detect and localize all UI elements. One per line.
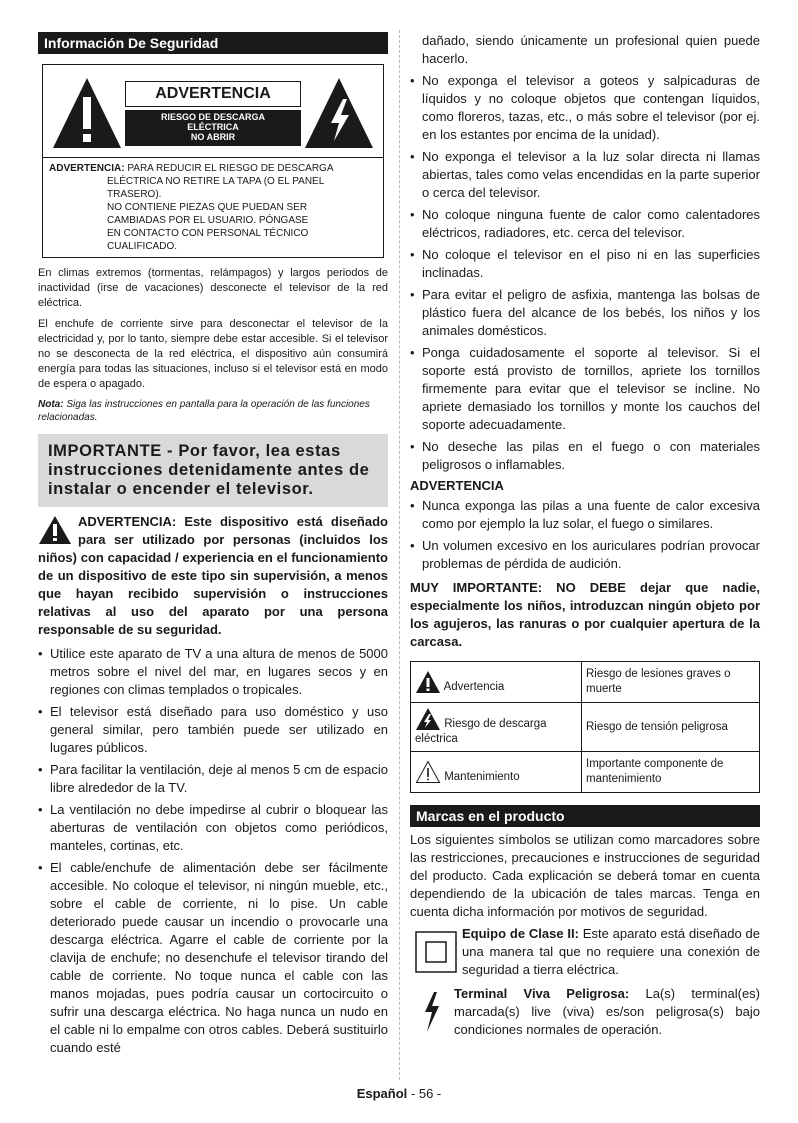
important-box: IMPORTANTE - Por favor, lea estas instrucciones detenidamente antes de instalar o encender el televisor. bbox=[38, 434, 388, 507]
table-cell-symbol bbox=[411, 703, 582, 752]
list-item: • Para evitar el peligro de asfixia, mantenga las bolsas de plástico fuera del alcance de los bebés, los niños y los animales domésticos. bbox=[410, 286, 760, 340]
table-cell-desc: Importante componente de mantenimiento bbox=[582, 752, 760, 793]
list-item: • No coloque el televisor en el piso ni en las superficies inclinadas. bbox=[410, 246, 760, 282]
table-row bbox=[411, 752, 760, 793]
table-cell-symbol bbox=[411, 662, 582, 703]
class2-symbol bbox=[410, 925, 462, 979]
live-terminal-symbol bbox=[410, 985, 454, 1039]
list-item: • Ponga cuidadosamente el soporte al televisor. Si el soporte está provisto de tornillos, apriete los tornillos firmemente para evitar que el televisor se incline. No apriete demasiado los tornillos y monte los cauchos del soporte adecuadamente. bbox=[410, 344, 760, 434]
section-header-safety: Información De Seguridad bbox=[38, 32, 388, 54]
warning-body-label: ADVERTENCIA: bbox=[49, 163, 125, 174]
list-item: • El cable/enchufe de alimentación debe ser fácilmente accesible. No coloque el televisor, ni ningún mueble, etc., sobre el cable de corriente, ni lo pise. Un cable deteriorado puede causar un incendio o provocarle una descarga eléctrica. Agarre el cable de corriente por la clavija de enchufe; no desenchufe el televisor tirando del cable de corriente. No toque nunca el cable con las manos mojadas, pues podría causar un cortocircuito o sufrir una descarga eléctrica. No haga nunca un nudo en el cable ni lo empalme con otros cables. Deberá sustituirlo cuando esté bbox=[38, 859, 388, 1057]
left-bullet-list bbox=[38, 645, 388, 1057]
section-header-marks: Marcas en el producto bbox=[410, 805, 760, 827]
table-cell-desc: Riesgo de tensión peligrosa bbox=[582, 703, 760, 752]
continued-text: dañado, siendo únicamente un profesional quien puede hacerlo. bbox=[422, 33, 760, 66]
live-terminal-row bbox=[410, 985, 760, 1039]
list-item: • No deseche las pilas en el fuego o con materiales peligrosos o inflamables. bbox=[410, 438, 760, 474]
warning-subtitle-line: ELÉCTRICA bbox=[187, 121, 239, 132]
list-item: • Para facilitar la ventilación, deje al menos 5 cm de espacio libre alrededor de la TV. bbox=[38, 761, 388, 797]
note bbox=[38, 398, 388, 424]
table-cell-label: Mantenimiento bbox=[444, 770, 520, 783]
warning-paragraph bbox=[38, 513, 388, 639]
note-label: Nota: bbox=[38, 399, 64, 410]
class2-text bbox=[462, 925, 760, 979]
list-item: • No coloque ninguna fuente de calor como calentadores eléctricos, radiadores, etc. cerca del televisor. bbox=[410, 206, 760, 242]
list-item: • Nunca exponga las pilas a una fuente de calor excesiva como por ejemplo la luz solar, el fuego o similares. bbox=[410, 497, 760, 533]
table-cell-label: Advertencia bbox=[443, 680, 505, 693]
warning-subtitle-line: NO ABRIR bbox=[190, 131, 236, 142]
live-terminal-label: Terminal Viva Peligrosa: bbox=[454, 986, 630, 1001]
paragraph-extreme-climates: En climas extremos (tormentas, relámpagos) y largos periodos de inactividad (irse de vacaciones) desconecte el televisor de la red eléctrica. bbox=[38, 267, 388, 309]
warning-body-first-line bbox=[49, 162, 377, 175]
outline-warning-triangle-icon bbox=[415, 760, 441, 784]
marks-intro: Los siguientes símbolos se utilizan como marcadores sobre las restricciones, precauciones e instrucciones de seguridad del producto. Cada explicación se deberá tomar en cuenta dependiendo de la ubicación de tales marcas. Tenga en cuenta dicha información por motivos de seguridad. bbox=[410, 832, 760, 919]
warning-subtitle bbox=[125, 110, 301, 146]
double-square-icon bbox=[414, 930, 458, 974]
warning-body-line: ELÉCTRICA NO RETIRE LA TAPA (O EL PANEL bbox=[107, 176, 325, 187]
warning-triangle-icon bbox=[38, 515, 72, 545]
warning-body-line: NO CONTIENE PIEZAS QUE PUEDAN SER bbox=[107, 202, 308, 213]
paragraph-plug: El enchufe de corriente sirve para desconectar el televisor de la electricidad y, por lo tanto, siempre debe estar accesible. Si el televisor no se desconecta de la red eléctrica, el dispositivo aún consumirá energía para todas las situaciones, incluso si el televisor está en modo de espera o apagado. bbox=[38, 318, 388, 390]
list-item: • El televisor está diseñado para uso doméstico y uso general similar, pero también puede ser utilizado en lugares públicos. bbox=[38, 703, 388, 757]
page-footer bbox=[0, 1086, 798, 1101]
list-item: • No exponga el televisor a goteos y salpicaduras de líquidos y no coloque objetos que contengan líquidos, como floreros, tazas, etc., o más sobre el televisor (por ej. en los estantes por encima de la unidad). bbox=[410, 72, 760, 144]
table-cell-label: Riesgo de descarga eléctrica bbox=[415, 718, 547, 745]
warning-subheading: ADVERTENCIA bbox=[410, 478, 504, 493]
left-column bbox=[38, 32, 388, 1061]
lightning-bolt-icon bbox=[422, 990, 442, 1034]
right-column bbox=[410, 32, 760, 1045]
live-terminal-text bbox=[454, 985, 760, 1039]
lightning-triangle-icon bbox=[415, 707, 441, 731]
list-item: • Utilice este aparato de TV a una altura de menos de 5000 metros sobre el nivel del mar, en lugares secos y en regiones con climas templados o tropicales. bbox=[38, 645, 388, 699]
warning-body-line: CUALIFICADO. bbox=[107, 241, 178, 252]
class2-row bbox=[410, 925, 760, 979]
note-text: Siga las instrucciones en pantalla para la operación de las funciones relacionadas. bbox=[38, 399, 370, 423]
list-item: • La ventilación no debe impedirse al cubrir o bloquear las aberturas de ventilación con objetos como periódicos, manteles, cortinas, etc. bbox=[38, 801, 388, 855]
list-item: • No exponga el televisor a la luz solar directa ni llamas abiertas, tales como velas encendidas en la parte superior o cerca del televisor. bbox=[410, 148, 760, 202]
battery-warning-list bbox=[410, 497, 760, 573]
right-bullet-list bbox=[410, 72, 760, 474]
table-row bbox=[411, 662, 760, 703]
warning-box bbox=[42, 64, 384, 258]
symbols-table bbox=[410, 661, 760, 793]
warning-title: ADVERTENCIA bbox=[125, 81, 301, 107]
exclamation-triangle-icon bbox=[51, 75, 123, 151]
very-important-paragraph: MUY IMPORTANTE: NO DEBE dejar que nadie, especialmente los niños, introduzcan ningún objeto por los agujeros, las ranuras o por cualquier apertura de la carcasa. bbox=[410, 580, 760, 649]
warning-paragraph-text: ADVERTENCIA: Este dispositivo está diseñado para ser utilizado por personas (incluidos los niños) con capacidad / experiencia en el funcionamiento de un dispositivo de este tipo sin supervisión, a menos que hayan recibido supervisión o instrucciones relativas al uso del aparato por una persona responsable de su seguridad. bbox=[38, 514, 388, 637]
warning-center bbox=[125, 81, 301, 146]
list-item: • Un volumen excesivo en los auriculares podrían provocar problemas de pérdida de audición. bbox=[410, 537, 760, 573]
warning-box-top bbox=[43, 65, 383, 158]
warning-body bbox=[43, 158, 383, 257]
warning-triangle-icon bbox=[415, 670, 441, 694]
class2-description: Este aparato está diseñado de una manera tal que no requiere una conexión de seguridad a tierra eléctrica. bbox=[462, 926, 760, 977]
table-cell-symbol bbox=[411, 752, 582, 793]
footer-language: Español bbox=[356, 1086, 408, 1101]
page-number: - 56 - bbox=[407, 1086, 442, 1101]
class2-label: Equipo de Clase II: bbox=[462, 926, 579, 941]
warning-body-line: TRASERO). bbox=[107, 189, 162, 200]
warning-body-line: EN CONTACTO CON PERSONAL TÉCNICO bbox=[107, 228, 309, 239]
live-terminal-description: La(s) terminal(es) marcada(s) live (viva) es/son peligrosa(s) bajo condiciones normales de operación. bbox=[454, 986, 760, 1037]
table-row bbox=[411, 703, 760, 752]
lightning-triangle-icon bbox=[303, 75, 375, 151]
warning-body-line: PARA REDUCIR EL RIESGO DE DESCARGA bbox=[127, 163, 334, 174]
warning-body-line: CAMBIADAS POR EL USUARIO. PÓNGASE bbox=[107, 215, 309, 226]
warning-subtitle-line: RIESGO DE DESCARGA bbox=[160, 111, 265, 122]
table-cell-desc: Riesgo de lesiones graves o muerte bbox=[582, 662, 760, 703]
column-divider bbox=[399, 30, 401, 1080]
